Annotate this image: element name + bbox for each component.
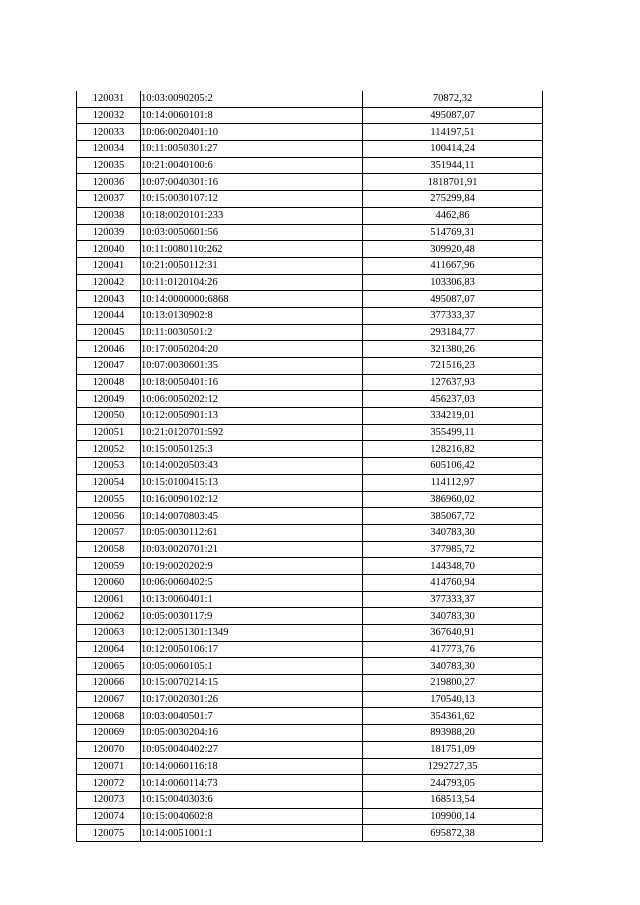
- cadastral-number-cell: 10:14:0000000:6868: [141, 291, 363, 308]
- amount-cell: 170540,13: [363, 691, 543, 708]
- cadastral-number-cell: 10:14:0060114:73: [141, 775, 363, 792]
- amount-cell: 514769,31: [363, 224, 543, 241]
- cadastral-number-cell: 10:11:0120104:26: [141, 274, 363, 291]
- record-id-cell: 120062: [77, 608, 141, 625]
- amount-cell: 456237,03: [363, 391, 543, 408]
- cadastral-number-cell: 10:12:0051301:1349: [141, 625, 363, 642]
- amount-cell: 411667,96: [363, 257, 543, 274]
- record-id-cell: 120039: [77, 224, 141, 241]
- table-row: [77, 491, 543, 508]
- amount-cell: 377333,37: [363, 591, 543, 608]
- amount-cell: 340783,30: [363, 658, 543, 675]
- amount-cell: 351944,11: [363, 157, 543, 174]
- record-id-cell: 120035: [77, 157, 141, 174]
- amount-cell: 114112,97: [363, 474, 543, 491]
- amount-cell: 417773,76: [363, 641, 543, 658]
- record-id-cell: 120040: [77, 241, 141, 258]
- cadastral-number-cell: 10:15:0050125:3: [141, 441, 363, 458]
- amount-cell: 1818701,91: [363, 174, 543, 191]
- amount-cell: 605106,42: [363, 458, 543, 475]
- table-row: [77, 307, 543, 324]
- cadastral-number-cell: 10:14:0060116:18: [141, 758, 363, 775]
- amount-cell: 293184,77: [363, 324, 543, 341]
- record-id-cell: 120072: [77, 775, 141, 792]
- cadastral-number-cell: 10:15:0040303:6: [141, 791, 363, 808]
- amount-cell: 414760,94: [363, 574, 543, 591]
- table-row: [77, 324, 543, 341]
- table-row: [77, 341, 543, 358]
- record-id-cell: 120066: [77, 675, 141, 692]
- table-row: [77, 141, 543, 158]
- record-id-cell: 120071: [77, 758, 141, 775]
- table-row: [77, 758, 543, 775]
- cadastral-number-cell: 10:14:0070803:45: [141, 508, 363, 525]
- cadastral-number-cell: 10:13:0130902:8: [141, 307, 363, 324]
- table-row: [77, 725, 543, 742]
- cadastral-number-cell: 10:03:0040501:7: [141, 708, 363, 725]
- amount-cell: 355499,11: [363, 424, 543, 441]
- table-row: [77, 675, 543, 692]
- record-id-cell: 120049: [77, 391, 141, 408]
- cadastral-number-cell: 10:18:0050401:16: [141, 374, 363, 391]
- table-row: [77, 541, 543, 558]
- amount-cell: 721516,23: [363, 358, 543, 375]
- table-row: [77, 257, 543, 274]
- record-id-cell: 120041: [77, 257, 141, 274]
- amount-cell: 114197,51: [363, 124, 543, 141]
- record-id-cell: 120058: [77, 541, 141, 558]
- table-row: [77, 424, 543, 441]
- cadastral-number-cell: 10:21:0040100:6: [141, 157, 363, 174]
- amount-cell: 70872,32: [363, 91, 543, 107]
- table-row: [77, 458, 543, 475]
- table-row: [77, 608, 543, 625]
- cadastral-number-cell: 10:12:0050901:13: [141, 408, 363, 425]
- data-table: [76, 91, 543, 842]
- record-id-cell: 120047: [77, 358, 141, 375]
- amount-cell: 321380,26: [363, 341, 543, 358]
- cadastral-number-cell: 10:15:0040602:8: [141, 808, 363, 825]
- table-row: [77, 574, 543, 591]
- amount-cell: 100414,24: [363, 141, 543, 158]
- cadastral-number-cell: 10:13:0060401:1: [141, 591, 363, 608]
- cadastral-number-cell: 10:05:0030204:16: [141, 725, 363, 742]
- amount-cell: 144348,70: [363, 558, 543, 575]
- amount-cell: 4462,86: [363, 207, 543, 224]
- table-row: [77, 174, 543, 191]
- table-row: [77, 191, 543, 208]
- amount-cell: 386960,02: [363, 491, 543, 508]
- cadastral-number-cell: 10:15:0030107:12: [141, 191, 363, 208]
- table-row: [77, 224, 543, 241]
- amount-cell: 181751,09: [363, 741, 543, 758]
- cadastral-number-cell: 10:11:0030501:2: [141, 324, 363, 341]
- record-id-cell: 120055: [77, 491, 141, 508]
- amount-cell: 495087,07: [363, 107, 543, 124]
- table-row: [77, 791, 543, 808]
- cadastral-number-cell: 10:21:0050112:31: [141, 257, 363, 274]
- table-row: [77, 358, 543, 375]
- table-row: [77, 775, 543, 792]
- cadastral-number-cell: 10:05:0030112:61: [141, 524, 363, 541]
- table-row: [77, 508, 543, 525]
- record-id-cell: 120060: [77, 574, 141, 591]
- cadastral-number-cell: 10:17:0050204:20: [141, 341, 363, 358]
- record-id-cell: 120067: [77, 691, 141, 708]
- record-id-cell: 120048: [77, 374, 141, 391]
- cadastral-number-cell: 10:14:0051001:1: [141, 825, 363, 842]
- record-id-cell: 120042: [77, 274, 141, 291]
- cadastral-number-cell: 10:07:0040301:16: [141, 174, 363, 191]
- table-row: [77, 625, 543, 642]
- amount-cell: 495087,07: [363, 291, 543, 308]
- cadastral-number-cell: 10:06:0050202:12: [141, 391, 363, 408]
- table-row: [77, 441, 543, 458]
- cadastral-number-cell: 10:11:0050301:27: [141, 141, 363, 158]
- amount-cell: 109900,14: [363, 808, 543, 825]
- amount-cell: 244793,05: [363, 775, 543, 792]
- record-id-cell: 120056: [77, 508, 141, 525]
- cadastral-number-cell: 10:21:0120701:592: [141, 424, 363, 441]
- record-id-cell: 120032: [77, 107, 141, 124]
- table-row: [77, 274, 543, 291]
- table-row: [77, 641, 543, 658]
- cadastral-number-cell: 10:18:0020101:233: [141, 207, 363, 224]
- record-id-cell: 120069: [77, 725, 141, 742]
- cadastral-number-cell: 10:03:0050601:56: [141, 224, 363, 241]
- record-id-cell: 120033: [77, 124, 141, 141]
- record-id-cell: 120038: [77, 207, 141, 224]
- table-row: [77, 291, 543, 308]
- record-id-cell: 120064: [77, 641, 141, 658]
- record-id-cell: 120052: [77, 441, 141, 458]
- table-row: [77, 124, 543, 141]
- table-row: [77, 591, 543, 608]
- cadastral-number-cell: 10:16:0090102:12: [141, 491, 363, 508]
- record-id-cell: 120074: [77, 808, 141, 825]
- record-id-cell: 120050: [77, 408, 141, 425]
- table-row: [77, 524, 543, 541]
- cadastral-number-cell: 10:05:0060105:1: [141, 658, 363, 675]
- cadastral-number-cell: 10:19:0020202:9: [141, 558, 363, 575]
- table-row: [77, 408, 543, 425]
- record-id-cell: 120063: [77, 625, 141, 642]
- cadastral-number-cell: 10:05:0040402:27: [141, 741, 363, 758]
- record-id-cell: 120070: [77, 741, 141, 758]
- record-id-cell: 120045: [77, 324, 141, 341]
- record-id-cell: 120073: [77, 791, 141, 808]
- table-row: [77, 207, 543, 224]
- amount-cell: 385067,72: [363, 508, 543, 525]
- cadastral-number-cell: 10:14:0060101:8: [141, 107, 363, 124]
- amount-cell: 377333,37: [363, 307, 543, 324]
- cadastral-number-cell: 10:14:0020503:43: [141, 458, 363, 475]
- cadastral-number-cell: 10:11:0080110:262: [141, 241, 363, 258]
- record-id-cell: 120059: [77, 558, 141, 575]
- cadastral-number-cell: 10:12:0050106:17: [141, 641, 363, 658]
- table-row: [77, 708, 543, 725]
- amount-cell: 309920,48: [363, 241, 543, 258]
- table-row: [77, 658, 543, 675]
- amount-cell: 275299,84: [363, 191, 543, 208]
- table-row: [77, 808, 543, 825]
- record-id-cell: 120044: [77, 307, 141, 324]
- table-body: [77, 91, 543, 841]
- table-row: [77, 241, 543, 258]
- table-row: [77, 91, 543, 107]
- record-id-cell: 120057: [77, 524, 141, 541]
- cadastral-number-cell: 10:15:0070214:15: [141, 675, 363, 692]
- document-page: [76, 91, 542, 842]
- amount-cell: 168513,54: [363, 791, 543, 808]
- amount-cell: 334219,01: [363, 408, 543, 425]
- table-row: [77, 741, 543, 758]
- amount-cell: 127637,93: [363, 374, 543, 391]
- record-id-cell: 120054: [77, 474, 141, 491]
- table-row: [77, 107, 543, 124]
- record-id-cell: 120065: [77, 658, 141, 675]
- cadastral-number-cell: 10:05:0030117:9: [141, 608, 363, 625]
- amount-cell: 103306,83: [363, 274, 543, 291]
- cadastral-number-cell: 10:17:0020301:26: [141, 691, 363, 708]
- cadastral-number-cell: 10:06:0060402:5: [141, 574, 363, 591]
- record-id-cell: 120037: [77, 191, 141, 208]
- table-row: [77, 558, 543, 575]
- cadastral-number-cell: 10:15:0100415:13: [141, 474, 363, 491]
- amount-cell: 377985,72: [363, 541, 543, 558]
- table-row: [77, 825, 543, 842]
- record-id-cell: 120075: [77, 825, 141, 842]
- amount-cell: 1292727,35: [363, 758, 543, 775]
- cadastral-number-cell: 10:03:0020701:21: [141, 541, 363, 558]
- table-row: [77, 391, 543, 408]
- record-id-cell: 120031: [77, 91, 141, 107]
- table-row: [77, 474, 543, 491]
- table-row: [77, 157, 543, 174]
- amount-cell: 340783,30: [363, 608, 543, 625]
- record-id-cell: 120036: [77, 174, 141, 191]
- cadastral-number-cell: 10:03:0090205:2: [141, 91, 363, 107]
- table-row: [77, 691, 543, 708]
- record-id-cell: 120051: [77, 424, 141, 441]
- amount-cell: 128216,82: [363, 441, 543, 458]
- table-row: [77, 374, 543, 391]
- amount-cell: 219800,27: [363, 675, 543, 692]
- amount-cell: 354361,62: [363, 708, 543, 725]
- cadastral-number-cell: 10:06:0020401:10: [141, 124, 363, 141]
- record-id-cell: 120046: [77, 341, 141, 358]
- amount-cell: 893988,20: [363, 725, 543, 742]
- record-id-cell: 120034: [77, 141, 141, 158]
- amount-cell: 695872,38: [363, 825, 543, 842]
- record-id-cell: 120053: [77, 458, 141, 475]
- record-id-cell: 120043: [77, 291, 141, 308]
- cadastral-number-cell: 10:07:0030601:35: [141, 358, 363, 375]
- record-id-cell: 120061: [77, 591, 141, 608]
- amount-cell: 340783,30: [363, 524, 543, 541]
- record-id-cell: 120068: [77, 708, 141, 725]
- amount-cell: 367640,91: [363, 625, 543, 642]
